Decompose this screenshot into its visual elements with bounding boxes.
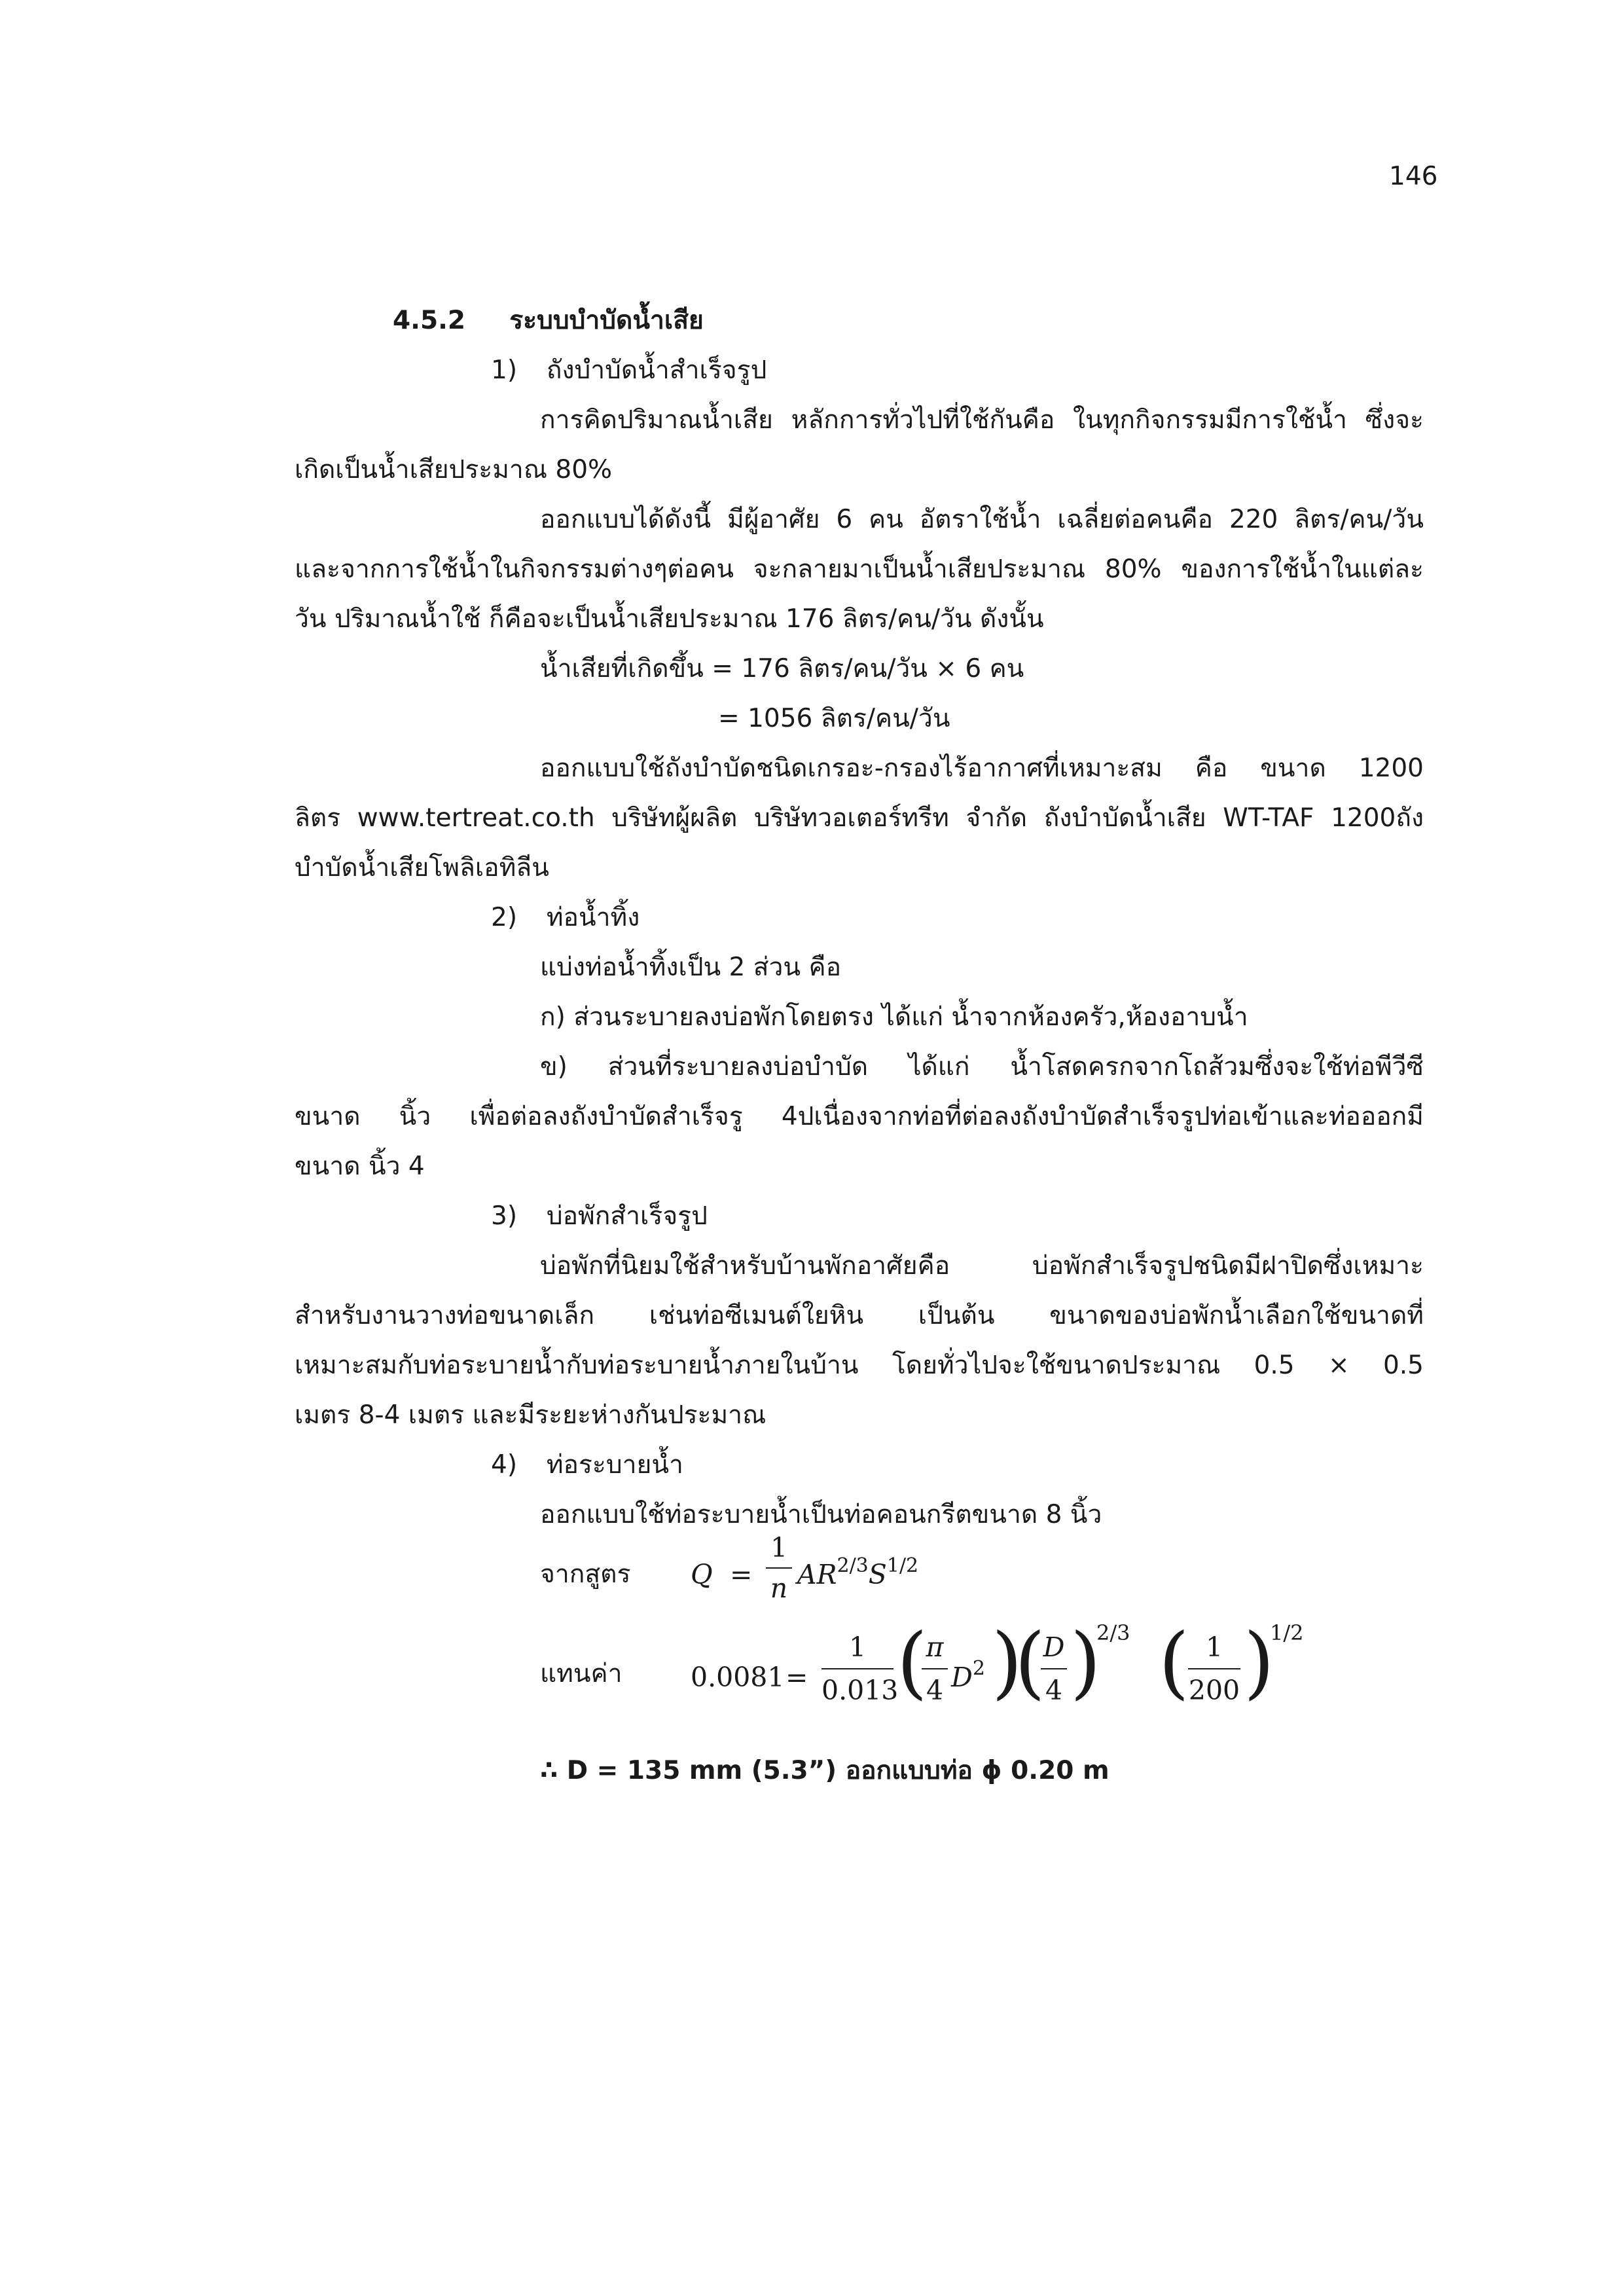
- item-2-heading: [491, 905, 640, 930]
- paragraph-line: เมตร 8-4 เมตร และมีระยะห่างกันประมาณ: [295, 1400, 767, 1430]
- term-d: D: [951, 1662, 973, 1693]
- section-title: ระบบบำบัดน้ำเสีย: [509, 306, 704, 335]
- substitution-label: แทนค่า: [540, 1659, 623, 1688]
- paragraph-line: บ่อพักที่นิยมใช้สำหรับบ้านพักอาศัยคือ บ่อพักสำเร็จรูปชนิดมีฝาปิดซึ่งเหมาะ: [540, 1251, 1424, 1281]
- fraction-bar: [766, 1567, 792, 1569]
- fraction-numerator: 1: [848, 1631, 867, 1663]
- fraction-bar: [1041, 1668, 1067, 1669]
- exponent-2-3: 2/3: [1096, 1620, 1130, 1645]
- item-3-title: บ่อพักสำเร็จรูป: [546, 1201, 708, 1231]
- fraction-numerator: D: [1043, 1631, 1065, 1663]
- section-heading: [393, 308, 704, 333]
- fraction-numerator: 1: [770, 1532, 788, 1563]
- paragraph-line: บำบัดน้ำเสียโพลิเอทิลีน: [295, 853, 549, 883]
- paragraph-line: และจากการใช้น้ำในกิจกรรมต่างๆต่อคน จะกลายมาเป็นน้ำเสียประมาณ 80% ของการใช้น้ำในแต่ละ: [295, 555, 1424, 584]
- result-line: ∴ D = 135 mm (5.3”) ออกแบบท่อ ϕ 0.20 m: [540, 1756, 1110, 1785]
- fraction-pi-over-4: [922, 1631, 948, 1706]
- section-number: 4.5.2: [393, 306, 466, 335]
- formula-lhs: Q: [691, 1559, 713, 1590]
- calculation-line: น้ำเสียที่เกิดขึ้น = 176 ลิตร/คน/วัน × 6 คน: [540, 654, 1024, 683]
- fraction-denominator: 4: [1045, 1675, 1063, 1706]
- paragraph-line: ออกแบบใช้ถังบำบัดชนิดเกรอะ-กรองไร้อากาศที่เหมาะสม คือ ขนาด 1200: [540, 754, 1424, 783]
- fraction-1-over-0013: [821, 1631, 899, 1706]
- paragraph-line: ลิตร www.tertreat.co.th บริษัทผู้ผลิต บริษัทวอเตอร์ทรีท จำกัด ถังบำบัดน้ำเสีย WT-TAF 1200ถัง: [295, 803, 1424, 833]
- calculation-line: = 1056 ลิตร/คน/วัน: [718, 704, 950, 733]
- term-d-squared: [951, 1657, 985, 1693]
- exponent-1-2: 1/2: [1270, 1620, 1304, 1645]
- item-2-marker: 2): [491, 903, 518, 932]
- sub-item-b: ข) ส่วนที่ระบายลงบ่อบำบัด ได้แก่ น้ำโสดครกจากโถส้วมซึ่งจะใช้ท่อพีวีซี: [540, 1052, 1424, 1082]
- paragraph-line: ออกแบบได้ดังนี้ มีผู้อาศัย 6 คน อัตราใช้น้ำ เฉลี่ยต่อคนคือ 220 ลิตร/คน/วัน: [540, 505, 1424, 534]
- left-paren: (: [1159, 1617, 1189, 1708]
- paragraph-line: ขนาด นิ้ว 4: [295, 1152, 425, 1181]
- item-2-title: ท่อน้ำทิ้ง: [546, 903, 640, 932]
- formula-fraction: [766, 1532, 792, 1604]
- paragraph-line: เกิดเป็นน้ำเสียประมาณ 80%: [295, 455, 613, 484]
- fraction-numerator: π: [926, 1631, 944, 1663]
- fraction-denominator: 4: [926, 1675, 944, 1706]
- item-3-heading: [491, 1203, 708, 1229]
- formula-s: S: [868, 1559, 887, 1590]
- formula-exp-r: 2/3: [837, 1554, 869, 1577]
- formula-exp-s: 1/2: [886, 1554, 919, 1577]
- item-1-marker: 1): [491, 355, 518, 385]
- paragraph-line: เหมาะสมกับท่อระบายน้ำกับท่อระบายน้ำภายในบ้าน โดยทั่วไปจะใช้ขนาดประมาณ 0.5 × 0.5: [295, 1351, 1424, 1380]
- fraction-denominator: 200: [1188, 1675, 1240, 1706]
- item-1-title: ถังบำบัดน้ำสำเร็จรูป: [546, 355, 767, 385]
- right-paren: ): [1070, 1617, 1101, 1708]
- fraction-bar: [922, 1668, 948, 1669]
- item-4-heading: [491, 1452, 683, 1478]
- left-paren: (: [897, 1617, 928, 1708]
- formula-equals: =: [730, 1559, 753, 1590]
- formula-label: จากสูตร: [540, 1559, 631, 1589]
- paragraph-line: สำหรับงานวางท่อขนาดเล็ก เช่นท่อซีเมนต์ใยหิน เป็นต้น ขนาดของบ่อพักน้ำเลือกใช้ขนาดที่: [295, 1301, 1424, 1330]
- substitution-equals: =: [785, 1662, 808, 1693]
- left-paren: (: [1015, 1617, 1045, 1708]
- substitution-value: 0.0081: [691, 1662, 785, 1693]
- fraction-numerator: 1: [1205, 1631, 1223, 1663]
- formula-body: [797, 1554, 919, 1590]
- page-number: 146: [1389, 162, 1438, 191]
- fraction-d-over-4: [1041, 1631, 1067, 1706]
- item-1-heading: [491, 357, 767, 383]
- paragraph-line: การคิดปริมาณน้ำเสีย หลักการทั่วไปที่ใช้กันคือ ในทุกกิจกรรมมีการใช้น้ำ ซึ่งจะ: [540, 405, 1424, 435]
- paragraph-line: แบ่งท่อน้ำทิ้งเป็น 2 ส่วน คือ: [540, 953, 842, 982]
- paragraph-line: วัน ปริมาณน้ำใช้ ก็คือจะเป็นน้ำเสียประมาณ 176 ลิตร/คน/วัน ดังนั้น: [295, 604, 1044, 634]
- fraction-denominator: 0.013: [821, 1675, 899, 1706]
- item-3-marker: 3): [491, 1201, 518, 1231]
- fraction-1-over-200: [1188, 1631, 1240, 1706]
- right-paren: ): [1244, 1617, 1274, 1708]
- paragraph-line: ขนาด นิ้ว เพื่อต่อลงถังบำบัดสำเร็จรู 4ปเนื่องจากท่อที่ต่อลงถังบำบัดสำเร็จรูปท่อเข้าและท่อออกมี: [295, 1102, 1424, 1131]
- item-4-title: ท่อระบายน้ำ: [546, 1450, 683, 1480]
- item-4-marker: 4): [491, 1450, 518, 1480]
- sub-item-a: ก) ส่วนระบายลงบ่อพักโดยตรง ได้แก่ น้ำจากห้องครัว,ห้องอาบน้ำ: [540, 1002, 1248, 1032]
- formula-ar: AR: [797, 1559, 837, 1590]
- right-paren: ): [992, 1617, 1022, 1708]
- paragraph-line: ออกแบบใช้ท่อระบายน้ำเป็นท่อคอนกรีตขนาด 8 นิ้ว: [540, 1500, 1102, 1529]
- fraction-bar: [821, 1668, 893, 1669]
- fraction-bar: [1188, 1668, 1240, 1669]
- exponent-2: 2: [972, 1657, 985, 1680]
- fraction-denominator: n: [770, 1573, 788, 1604]
